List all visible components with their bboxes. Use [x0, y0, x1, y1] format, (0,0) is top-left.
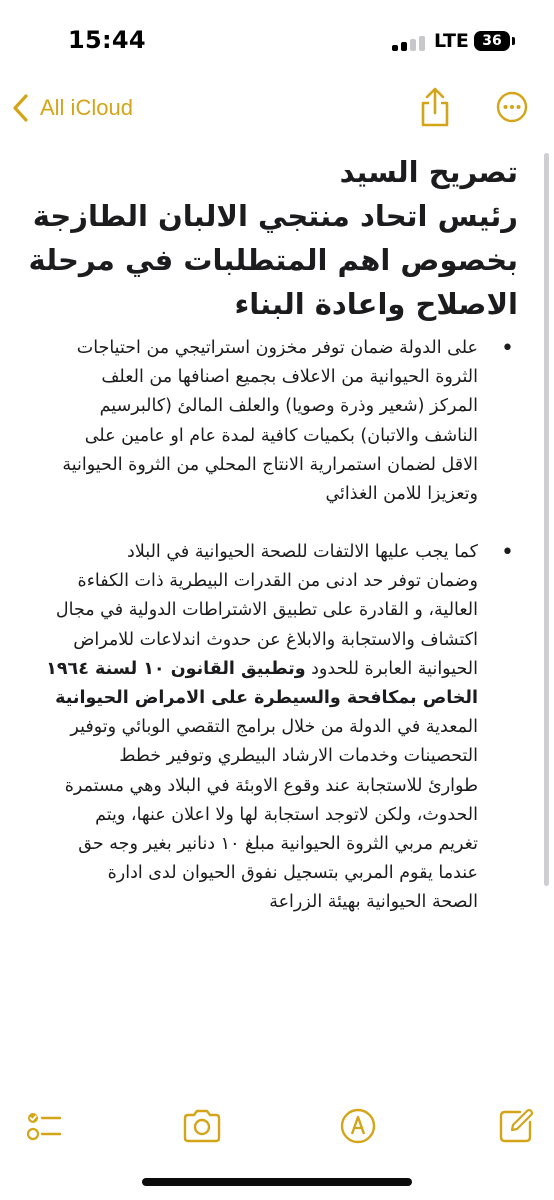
bullet-item-animal-health — [32, 538, 518, 918]
status-bar — [0, 0, 554, 80]
bullet-line: التحصينات وخدمات الارشاد البيطري وتوفير خطط — [119, 746, 478, 767]
title-line: رئيس اتحاد منتجي الالبان الطازجة — [32, 199, 518, 233]
camera-icon[interactable] — [181, 1106, 223, 1146]
bullet-line: الثروة الحيوانية من الاعلاف بجميع اصنافها من العلف — [101, 367, 478, 388]
network-label: LTE — [434, 30, 469, 52]
share-icon[interactable] — [418, 86, 452, 128]
bullet-list-2 — [32, 538, 518, 918]
bullet-line: • كما يجب عليها الالتفات للصحة الحيوانية في البلاد — [127, 542, 478, 562]
back-button[interactable] — [10, 88, 133, 128]
bold-law-reference: وتطبيق القانون ١٠ لسنة ١٩٦٤ — [46, 658, 306, 679]
home-indicator[interactable] — [142, 1178, 412, 1186]
bold-law-title: الخاص بمكافحة والسيطرة على الامراض الحيوانية — [55, 688, 478, 709]
title-line: تصريح السيد — [339, 155, 518, 189]
compose-icon[interactable] — [496, 1106, 536, 1146]
title-line: الاصلاح واعادة البناء — [234, 287, 518, 321]
scroll-indicator[interactable] — [544, 153, 549, 886]
back-label: All iCloud — [40, 95, 133, 120]
note-body[interactable] — [0, 140, 554, 940]
bullet-line: وتعزيزا للامن الغذائي — [325, 484, 478, 505]
bullet-line: عندما يقوم المربي بتسجيل نفوق الحيوان لدى ادارة — [107, 863, 478, 884]
checklist-icon[interactable] — [24, 1106, 64, 1146]
status-time: 15:44 — [68, 26, 146, 54]
bullet-line: وضمان توفر حد ادنى من القدرات البيطرية ذات الكفاءة — [77, 571, 478, 592]
bullet-line: العالية، و القادرة على تطبيق الاشتراطات الدولية في مجال — [55, 600, 478, 621]
bullet-line: الحدوث، ولكن لاتوجد استجابة لها ولا اعلان عنها، ويتم — [95, 804, 478, 825]
bullet-line — [32, 684, 478, 713]
bullet-list-1 — [32, 334, 518, 509]
bullet-line: اكتشاف والاستجابة والابلاغ عن حدوث اندلاعات للامراض — [73, 629, 478, 650]
bottom-toolbar — [0, 1100, 554, 1150]
bullet-line: تغريم مربي الثروة الحيوانية مبلغ ١٠ دنانير بغير وجه حق — [78, 834, 478, 855]
bullet-line: • على الدولة ضمان توفر مخزون استراتيجي من احتياجات — [76, 338, 478, 358]
note-title — [18, 150, 518, 326]
battery-icon: 36 — [474, 31, 510, 51]
bullet-line — [32, 655, 478, 684]
bullet-line: الصحة الحيوانية بهيئة الزراعة — [269, 892, 478, 913]
bullet-text: الحيوانية العابرة للحدود — [305, 658, 478, 679]
bullet-line: المعدية في الدولة من خلال برامج التقصي الوبائي وتوفير — [70, 717, 478, 738]
chevron-left-icon — [10, 93, 32, 123]
bullet-line: الناشف والاتبان) بكميات كافية لمدة عام او عامين على — [84, 425, 478, 446]
bullet-line: طوارئ للاستجابة عند وقوع الاوبئة في البلاد وهي مستمرة — [64, 775, 478, 796]
markup-icon[interactable] — [338, 1106, 378, 1146]
signal-icon — [392, 35, 430, 51]
battery-cap — [512, 37, 515, 45]
bullet-line: المركز (شعير وذرة وصويا) والعلف المالئ (كالبرسيم — [99, 396, 478, 417]
title-line: بخصوص اهم المتطلبات في مرحلة — [28, 243, 518, 277]
bullet-item-feed-reserve — [32, 334, 518, 509]
more-icon[interactable] — [496, 91, 528, 123]
bullet-line: الاقل لضمان استمرارية الانتاج المحلي من الثروة الحيوانية — [62, 454, 478, 475]
